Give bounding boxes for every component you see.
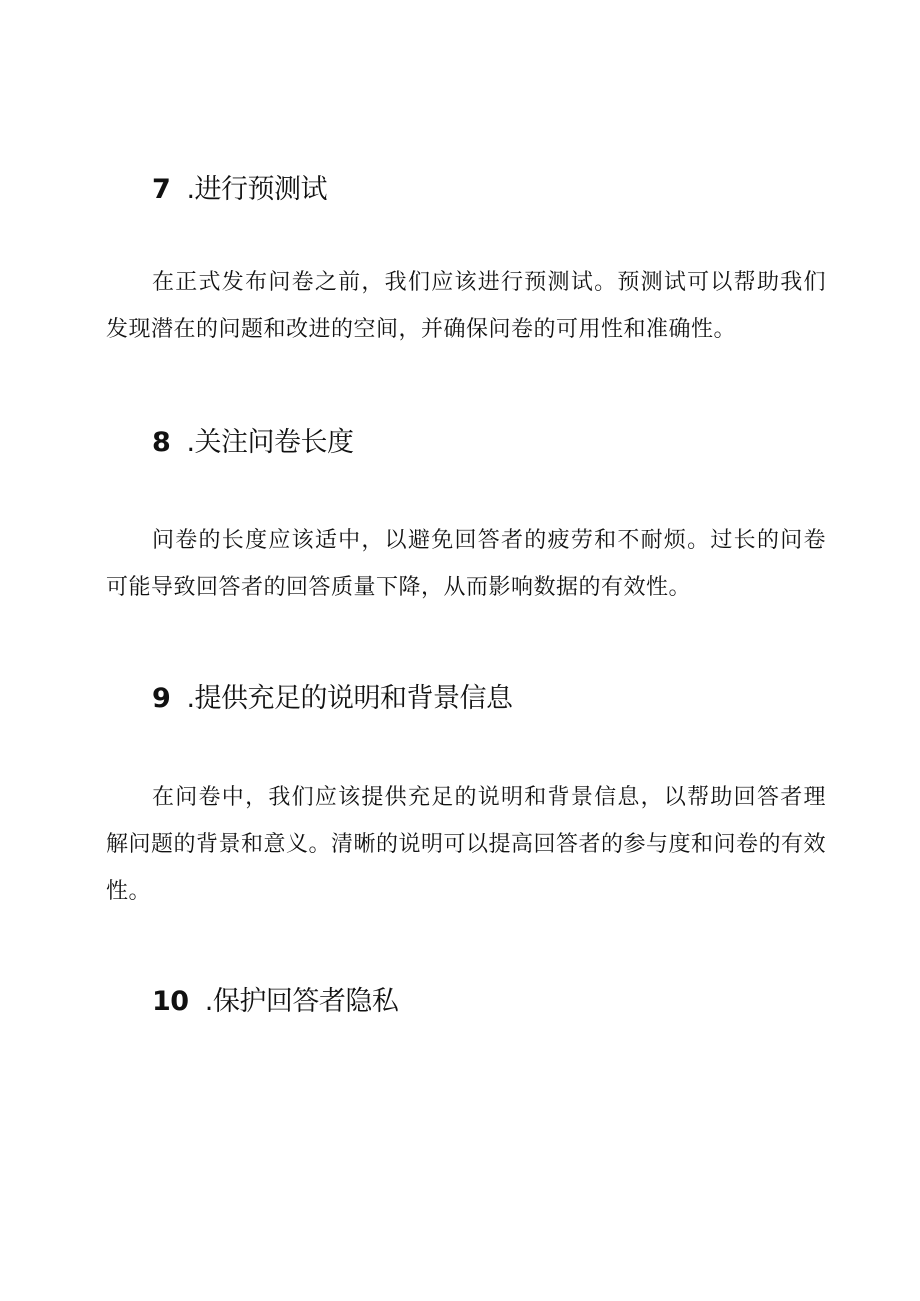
section-heading-9 [152, 682, 513, 716]
section-number: 10 [152, 986, 189, 1017]
section-body-7: 在正式发布问卷之前，我们应该进行预测试。预测试可以帮助我们发现潜在的问题和改进的空间，并确保问卷的可用性和准确性。 [106, 270, 826, 342]
section-heading-8 [152, 426, 354, 460]
section-number: 7 [152, 174, 171, 205]
section-heading-10 [152, 985, 398, 1019]
section-number: 9 [152, 683, 171, 714]
section-title: .进行预测试 [186, 174, 328, 205]
section-heading-7 [152, 173, 327, 207]
section-number: 8 [152, 427, 171, 458]
section-title: .保护回答者隐私 [204, 986, 399, 1017]
section-title: .关注问卷长度 [186, 427, 354, 458]
section-body-9: 在问卷中，我们应该提供充足的说明和背景信息，以帮助回答者理解问题的背景和意义。清晰的说明可以提高回答者的参与度和问卷的有效性。 [106, 785, 827, 904]
section-body-8: 问卷的长度应该适中，以避免回答者的疲劳和不耐烦。过长的问卷可能导致回答者的回答质量下降，从而影响数据的有效性。 [106, 528, 826, 600]
section-title: .提供充足的说明和背景信息 [186, 683, 513, 714]
